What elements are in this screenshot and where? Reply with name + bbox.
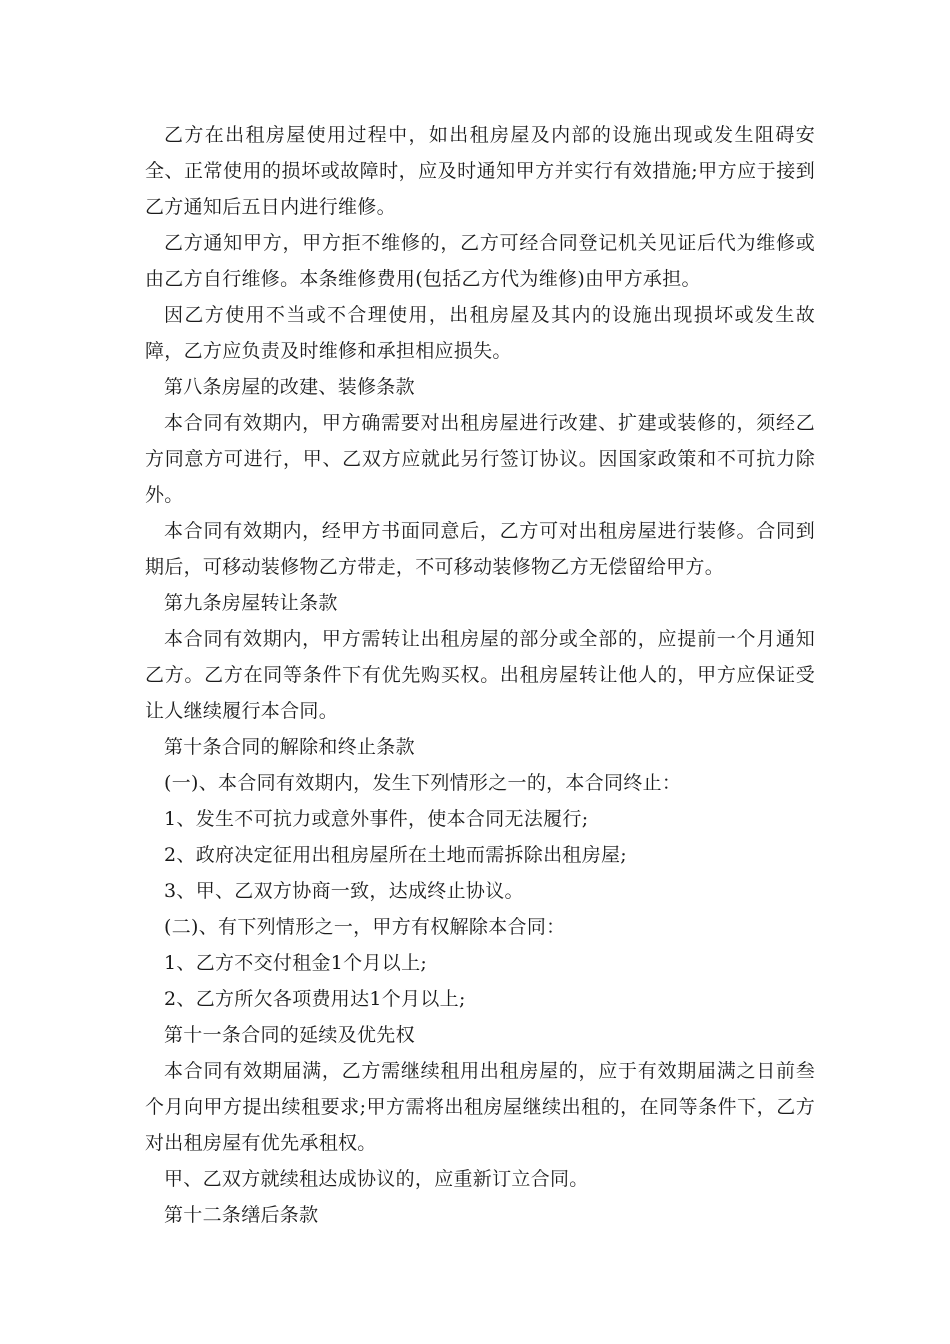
article-10-heading: 第十条合同的解除和终止条款 [164, 736, 415, 758]
paragraph-transfer: 本合同有效期内，甲方需转让出租房屋的部分或全部的，应提前一个月通知乙方。乙方在同等条件下有优先购买权。出租房屋转让他人的，甲方应保证受让人继续履行本合同。 [145, 628, 815, 722]
paragraph-repair-notice: 乙方在出租房屋使用过程中，如出租房屋及内部的设施出现或发生阻碍安全、正常使用的损坏或故障时，应及时通知甲方并实行有效措施;甲方应于接到乙方通知后五日内进行维修。 [145, 124, 815, 218]
paragraph-new-contract: 甲、乙双方就续租达成协议的，应重新订立合同。 [164, 1168, 589, 1190]
article-12-heading: 第十二条缮后条款 [164, 1204, 319, 1226]
paragraph-rescission-intro: (二)、有下列情形之一，甲方有权解除本合同： [164, 916, 566, 938]
paragraph-termination-intro: (一)、本合同有效期内，发生下列情形之一的，本合同终止： [164, 772, 682, 794]
document-body [145, 117, 815, 1233]
list-item-rescission-2: 2、乙方所欠各项费用达1个月以上; [164, 988, 466, 1010]
paragraph-repair-refusal: 乙方通知甲方，甲方拒不维修的，乙方可经合同登记机关见证后代为维修或由乙方自行维修。本条维修费用(包括乙方代为维修)由甲方承担。 [145, 232, 815, 290]
paragraph-renewal: 本合同有效期届满，乙方需继续租用出租房屋的，应于有效期届满之日前叁个月向甲方提出续租要求;甲方需将出租房屋继续出租的，在同等条件下，乙方对出租房屋有优先承租权。 [145, 1060, 815, 1154]
list-item-termination-2: 2、政府决定征用出租房屋所在土地而需拆除出租房屋; [164, 844, 627, 866]
paragraph-improper-use: 因乙方使用不当或不合理使用，出租房屋及其内的设施出现损坏或发生故障，乙方应负责及时维修和承担相应损失。 [145, 304, 815, 362]
article-11-heading: 第十一条合同的延续及优先权 [164, 1024, 415, 1046]
list-item-termination-1: 1、发生不可抗力或意外事件，使本合同无法履行; [164, 808, 589, 830]
article-8-heading: 第八条房屋的改建、装修条款 [164, 376, 415, 398]
article-9-heading: 第九条房屋转让条款 [164, 592, 338, 614]
paragraph-renovation-lessee: 本合同有效期内，经甲方书面同意后，乙方可对出租房屋进行装修。合同到期后，可移动装修物乙方带走，不可移动装修物乙方无偿留给甲方。 [145, 520, 815, 578]
list-item-rescission-1: 1、乙方不交付租金1个月以上; [164, 952, 428, 974]
paragraph-renovation-lessor: 本合同有效期内，甲方确需要对出租房屋进行改建、扩建或装修的，须经乙方同意方可进行，甲、乙双方应就此另行签订协议。因国家政策和不可抗力除外。 [145, 412, 815, 506]
list-item-termination-3: 3、甲、乙双方协商一致，达成终止协议。 [164, 880, 524, 902]
